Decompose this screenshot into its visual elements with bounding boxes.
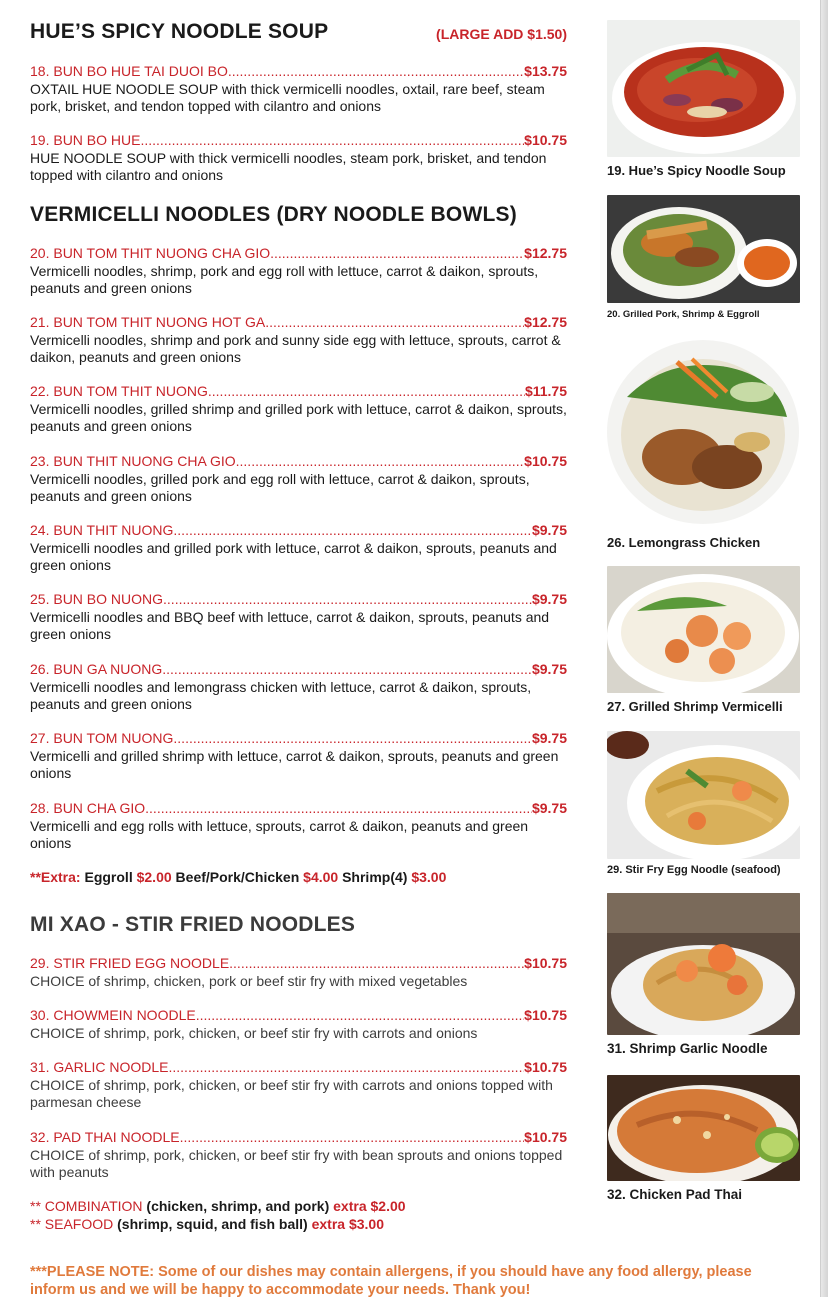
- item-name: 25. BUN BO NUONG: [30, 591, 164, 607]
- section-title-vermicelli: VERMICELLI NOODLES (DRY NOODLE BOWLS): [30, 203, 517, 226]
- caption: 19. Hue’s Spicy Noodle Soup: [607, 163, 786, 178]
- item-name: 26. BUN GA NUONG: [30, 661, 163, 677]
- item-name: 22. BUN TOM THIT NUONG: [30, 383, 208, 399]
- item-price: $10.75: [524, 1059, 567, 1075]
- item-price: $11.75: [524, 383, 567, 399]
- page-edge: [820, 0, 828, 1297]
- item-name: 30. CHOWMEIN NOODLE: [30, 1007, 196, 1023]
- caption: 32. Chicken Pad Thai: [607, 1187, 743, 1202]
- leader-dots: [145, 800, 532, 818]
- combination-detail: (chicken, shrimp, and pork): [146, 1198, 330, 1214]
- item-name: 32. PAD THAI NOODLE: [30, 1129, 180, 1145]
- item-description: OXTAIL HUE NOODLE SOUP with thick vermicelli noodles, oxtail, rare beef, steam pork, brisket, and tendon topped with cilantro and onions: [30, 80, 545, 114]
- item-price: $9.75: [531, 591, 567, 607]
- allergy-note: ***PLEASE NOTE: Some of our dishes may contain allergens, if you should have any food allergy, please inform us and we will be happy to accommodate your needs. Thank you!: [30, 1264, 752, 1297]
- item-name: 27. BUN TOM NUONG: [30, 730, 174, 746]
- item-price: $10.75: [524, 132, 567, 148]
- extras-note: [30, 869, 446, 885]
- seafood-prefix: ** SEAFOOD: [30, 1216, 114, 1232]
- caption: 27. Grilled Shrimp Vermicelli: [607, 699, 783, 714]
- caption: 20. Grilled Pork, Shrimp & Eggroll: [607, 309, 760, 320]
- item-description: Vermicelli noodles and grilled pork with lettuce, carrot & daikon, sprouts, peanuts and green onions: [30, 539, 557, 573]
- item-description: Vermicelli noodles, shrimp, pork and egg roll with lettuce, carrot & daikon, sprouts, peanuts and green onions: [30, 262, 539, 296]
- item-description: Vermicelli noodles, grilled pork and egg roll with lettuce, carrot & daikon, sprouts, peanuts and green onions: [30, 470, 530, 504]
- item-description: CHOICE of shrimp, pork, chicken, or beef stir fry with carrots and onions: [30, 1024, 478, 1041]
- item-name: 29. STIR FRIED EGG NOODLE: [30, 955, 230, 971]
- item-price: $12.75: [524, 314, 567, 330]
- item-description: Vermicelli noodles, grilled shrimp and grilled pork with lettuce, carrot & daikon, sprouts, peanuts and green onions: [30, 400, 567, 434]
- extras-shrimp-label: Shrimp(4): [342, 869, 408, 885]
- item-price: $9.75: [531, 661, 567, 677]
- extras-meat-label: Beef/Pork/Chicken: [175, 869, 300, 885]
- item-description: CHOICE of shrimp, pork, chicken, or beef stir fry with carrots and onions topped with parmesan cheese: [30, 1076, 553, 1110]
- item-description: HUE NOODLE SOUP with thick vermicelli noodles, steam pork, brisket, and tendon topped with cilantro and onions: [30, 149, 547, 183]
- section-vermicelli-header: [30, 203, 567, 227]
- seafood-note: [30, 1216, 384, 1232]
- item-price: $9.75: [531, 730, 567, 746]
- menu-item: [30, 1129, 567, 1182]
- item-name: 21. BUN TOM THIT NUONG HOT GA: [30, 314, 266, 330]
- section-title-hue: HUE’S SPICY NOODLE SOUP: [30, 20, 329, 43]
- photo-stir-fry-egg-noodle: [607, 731, 800, 859]
- menu-item: [30, 1059, 567, 1112]
- menu-item: [30, 1007, 567, 1042]
- item-price: $12.75: [524, 245, 567, 261]
- caption: 29. Stir Fry Egg Noodle (seafood): [607, 864, 781, 876]
- leader-dots: [208, 383, 525, 401]
- photo-hue-noodle-soup: [607, 20, 800, 157]
- caption: 31. Shrimp Garlic Noodle: [607, 1041, 768, 1056]
- item-description: CHOICE of shrimp, pork, chicken, or beef stir fry with bean sprouts and onions topped with peanuts: [30, 1146, 563, 1180]
- section-mixao-header: [30, 913, 567, 937]
- item-price: $9.75: [531, 522, 567, 538]
- item-name: 20. BUN TOM THIT NUONG CHA GIO: [30, 245, 271, 261]
- item-description: Vermicelli and grilled shrimp with lettuce, carrot & daikon, sprouts, peanuts and green onions: [30, 747, 559, 781]
- caption: 26. Lemongrass Chicken: [607, 535, 761, 550]
- leader-dots: [265, 314, 524, 332]
- menu-item: [30, 245, 567, 298]
- item-price: $9.75: [531, 800, 567, 816]
- leader-dots: [163, 591, 532, 609]
- menu-item: [30, 800, 567, 853]
- extras-shrimp-price: $3.00: [411, 869, 447, 885]
- extras-meat-price: $4.00: [303, 869, 339, 885]
- menu-item: [30, 63, 567, 116]
- leader-dots: [229, 955, 524, 973]
- item-price: $10.75: [524, 1007, 567, 1023]
- leader-dots: [270, 245, 524, 263]
- item-name: 31. GARLIC NOODLE: [30, 1059, 169, 1075]
- menu-item: [30, 591, 567, 644]
- extras-eggroll-price: $2.00: [136, 869, 172, 885]
- menu-item: [30, 132, 567, 185]
- item-name: 19. BUN BO HUE: [30, 132, 141, 148]
- large-add-note: (LARGE ADD $1.50): [436, 26, 567, 42]
- item-name: 24. BUN THIT NUONG: [30, 522, 174, 538]
- menu-item: [30, 314, 567, 367]
- photo-chicken-pad-thai: [607, 1075, 800, 1181]
- item-description: Vermicelli noodles and BBQ beef with lettuce, carrot & daikon, sprouts, peanuts and green onions: [30, 608, 550, 642]
- leader-dots: [228, 63, 524, 81]
- combination-note: [30, 1198, 406, 1214]
- item-price: $10.75: [524, 955, 567, 971]
- menu-item: [30, 955, 567, 990]
- item-name: 28. BUN CHA GIO: [30, 800, 146, 816]
- menu-item: [30, 383, 567, 436]
- seafood-extra: extra $3.00: [311, 1216, 385, 1232]
- leader-dots: [180, 1129, 525, 1147]
- leader-dots: [173, 730, 532, 748]
- leader-dots: [140, 132, 524, 150]
- item-description: CHOICE of shrimp, chicken, pork or beef stir fry with mixed vegetables: [30, 972, 468, 989]
- item-price: $10.75: [524, 453, 567, 469]
- menu-item: [30, 661, 567, 714]
- leader-dots: [196, 1007, 524, 1025]
- photo-grilled-pork-shrimp-eggroll: [607, 195, 800, 303]
- extras-eggroll-label: Eggroll: [84, 869, 133, 885]
- combination-extra: extra $2.00: [333, 1198, 406, 1214]
- photo-shrimp-garlic-noodle: [607, 893, 800, 1035]
- section-hue-header: [30, 20, 567, 50]
- menu-item: [30, 453, 567, 506]
- item-description: Vermicelli noodles and lemongrass chicken with lettuce, carrot & daikon, sprouts, peanuts and green onions: [30, 678, 532, 712]
- leader-dots: [236, 453, 525, 471]
- menu-item: [30, 730, 567, 783]
- item-price: $13.75: [524, 63, 567, 79]
- item-name: 18. BUN BO HUE TAI DUOI BO: [30, 63, 228, 79]
- item-price: $10.75: [524, 1129, 567, 1145]
- item-name: 23. BUN THIT NUONG CHA GIO: [30, 453, 236, 469]
- photo-grilled-shrimp-vermicelli: [607, 566, 800, 693]
- leader-dots: [173, 522, 532, 540]
- menu-item: [30, 522, 567, 575]
- item-description: Vermicelli noodles, shrimp and pork and sunny side egg with lettuce, sprouts, carrot & daikon, peanuts and green onions: [30, 331, 561, 365]
- item-description: Vermicelli and egg rolls with lettuce, sprouts, carrot & daikon, peanuts and green onions: [30, 817, 529, 851]
- section-title-mixao: MI XAO - STIR FRIED NOODLES: [30, 913, 356, 936]
- seafood-detail: (shrimp, squid, and fish ball): [117, 1216, 308, 1232]
- leader-dots: [169, 1059, 525, 1077]
- leader-dots: [162, 661, 532, 679]
- extras-prefix: **Extra:: [30, 869, 81, 885]
- combination-prefix: ** COMBINATION: [30, 1198, 143, 1214]
- photo-lemongrass-chicken: [607, 337, 800, 527]
